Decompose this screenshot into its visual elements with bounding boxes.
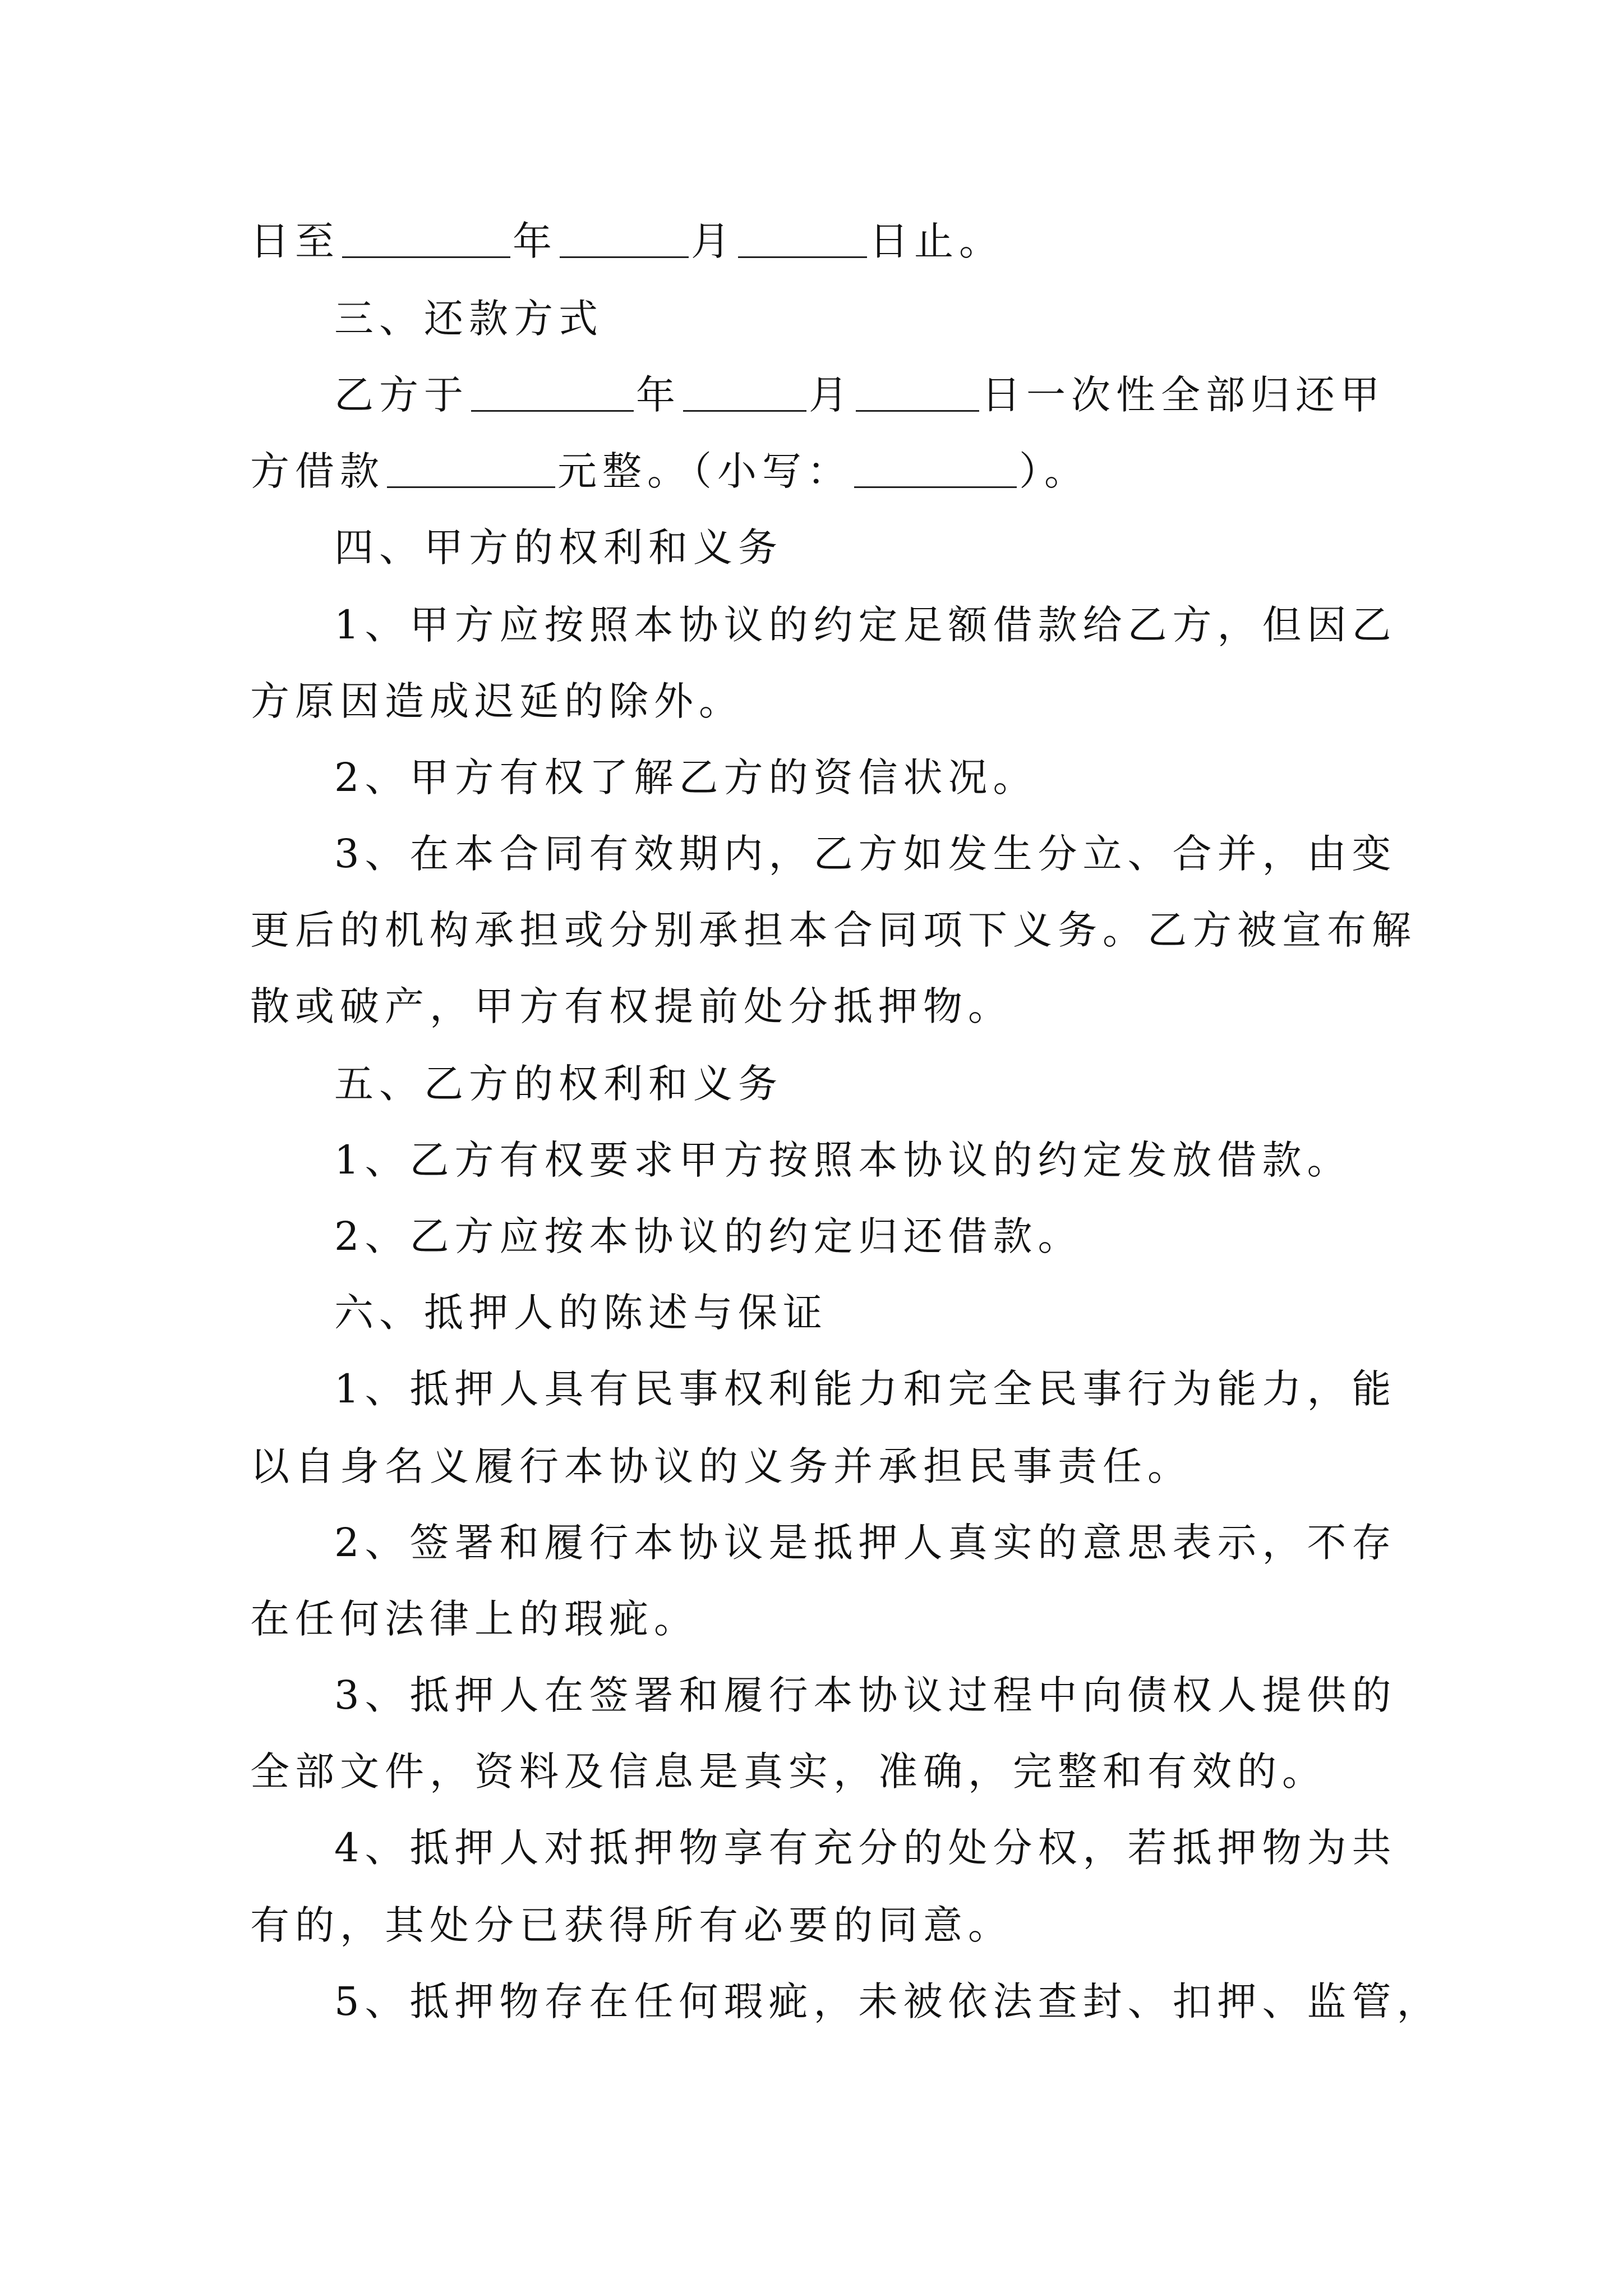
text-line-3	[334, 368, 1383, 422]
paragraph-line: 1、抵押人具有民事权利能力和完全民事行为能力，能	[334, 1366, 1397, 1412]
section-heading: 五、乙方的权利和义务	[334, 1061, 783, 1107]
blank-field-day	[856, 374, 979, 412]
text-segment: 月	[691, 218, 736, 264]
paragraph-line: 3、抵押人在签署和履行本协议过程中向债权人提供的	[334, 1672, 1397, 1718]
paragraph-line: 2、签署和履行本协议是抵押人真实的意思表示，不存	[334, 1520, 1397, 1566]
text-segment: 年	[513, 218, 557, 264]
paragraph-line: 散或破产，甲方有权提前处分抵押物。	[250, 983, 1013, 1029]
text-segment: 日一次性全部归还甲	[981, 372, 1385, 418]
section-heading: 六、抵押人的陈述与保证	[334, 1290, 828, 1336]
paragraph-line: 更后的机构承担或分别承担本合同项下义务。乙方被宣布解	[250, 907, 1417, 953]
blank-field-year	[342, 220, 510, 258]
text-segment: 元整。（小写：	[557, 448, 852, 494]
paragraph-line: 4、抵押人对抵押物享有充分的处分权，若抵押物为共	[334, 1825, 1397, 1871]
blank-field-month	[560, 220, 689, 258]
paragraph-line: 2、甲方有权了解乙方的资信状况。	[334, 754, 1038, 800]
paragraph-line: 在任何法律上的瑕疵。	[250, 1596, 699, 1642]
section-heading: 三、还款方式	[334, 296, 603, 342]
blank-field-amount	[387, 450, 555, 488]
text-segment: ）。	[1019, 448, 1089, 494]
paragraph-line: 3、在本合同有效期内，乙方如发生分立、合并，由变	[334, 831, 1397, 877]
paragraph-line: 方原因造成迟延的除外。	[250, 678, 744, 724]
blank-field-amount-figure	[854, 450, 1017, 488]
paragraph-line: 1、甲方应按照本协议的约定足额借款给乙方，但因乙	[334, 602, 1397, 648]
text-line-4	[250, 444, 1377, 498]
text-segment: 乙方于	[334, 372, 469, 418]
paragraph-line: 2、乙方应按本协议的约定归还借款。	[334, 1213, 1083, 1259]
paragraph-line: 5、抵押物存在任何瑕疵，未被依法查封、扣押、监管，	[334, 1978, 1442, 2024]
blank-field-day	[738, 220, 867, 258]
blank-field-year	[471, 374, 634, 412]
paragraph-line: 以自身名义履行本协议的义务并承担民事责任。	[250, 1443, 1192, 1489]
paragraph-line: 1、乙方有权要求甲方按照本协议的约定发放借款。	[334, 1137, 1352, 1183]
section-heading: 四、甲方的权利和义务	[334, 524, 783, 570]
paragraph-line: 全部文件，资料及信息是真实，准确，完整和有效的。	[250, 1749, 1327, 1795]
text-segment: 年	[636, 372, 681, 418]
text-segment: 月	[809, 372, 854, 418]
blank-field-month	[683, 374, 806, 412]
text-segment: 方借款	[250, 448, 385, 494]
text-segment: 日至	[250, 218, 340, 264]
text-line-1	[250, 214, 1377, 268]
paragraph-line: 有的，其处分已获得所有必要的同意。	[250, 1902, 1013, 1948]
text-segment: 日止。	[869, 218, 1004, 264]
